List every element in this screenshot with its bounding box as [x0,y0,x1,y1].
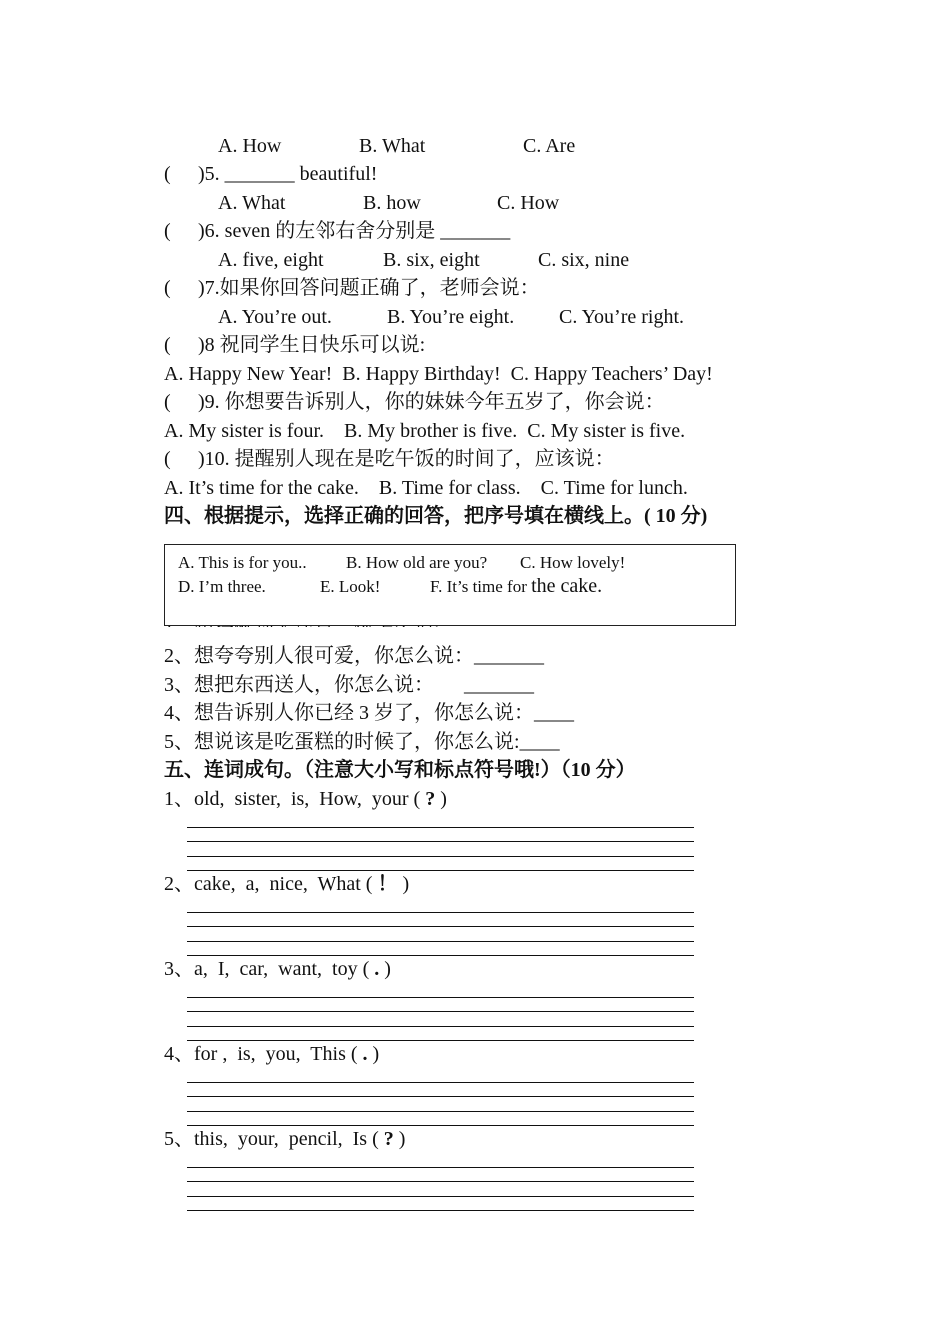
q7-option-b: B. You’re eight. [387,306,515,328]
s5-item-1-words: 1、old, sister, is, How, your ( [164,788,421,810]
box-option-e: E. Look! [320,577,381,596]
s5-item-5-words: 5、this, your, pencil, Is ( [164,1128,379,1150]
q6-text: )6. seven 的左邻右舍分别是 _______ [198,220,511,242]
s5-item-3-words: 3、a, I, car, want, toy ( [164,958,370,980]
s5-item-4-punct: . [357,1043,373,1065]
s5-item-3-writing-line-2[interactable] [187,1011,694,1012]
q7-question [164,275,540,301]
s4-item-2-text: 2、想夸夸别人很可爱，你怎么说： [164,645,474,667]
q9-text: )9. 你想要告诉别人，你的妹妹今年五岁了，你会说： [198,391,665,413]
s5-item-1-close: ) [440,788,447,810]
q7-option-a: A. You’re out. [218,306,332,328]
box-option-b: B. How old are you? [346,553,488,572]
s5-item-4-writing-line-2[interactable] [187,1096,694,1097]
q10-text: )10. 提醒别人现在是吃午饭的时间了，应该说： [198,448,615,470]
s5-item-5-writing-line-3[interactable] [187,1196,694,1197]
s4-item-4-blank[interactable]: ____ [534,702,574,724]
q8-answer-paren[interactable]: ( [164,334,171,356]
s5-item-5-writing-line-2[interactable] [187,1181,694,1182]
s4-item-5-blank[interactable]: ____ [519,731,560,753]
s5-item-2 [164,871,409,897]
q7-answer-paren[interactable]: ( [164,277,171,299]
box-option-f-tail: the cake. [531,575,603,597]
q7-option-c: C. You’re right. [559,306,685,328]
s5-item-5 [164,1126,405,1152]
s4-item-3-blank[interactable]: _______ [464,674,534,696]
s4-item-2-blank[interactable]: _______ [474,645,544,667]
q8-text: )8 祝同学生日快乐可以说: [198,334,426,356]
s5-item-5-writing-line-1[interactable] [187,1167,694,1168]
s5-item-2-close: ) [402,873,410,895]
q10-question [164,446,615,472]
q5-text: )5. _______ beautiful! [198,163,378,185]
s4-item-3 [164,672,534,698]
s5-item-2-words: 2、cake, a, nice, What ( [164,873,373,895]
q8-question [164,332,425,358]
q6-question [164,218,510,244]
s5-item-4-writing-line-1[interactable] [187,1082,694,1083]
s5-item-3-punct: . [369,958,385,980]
s5-item-4-writing-line-3[interactable] [187,1111,694,1112]
s5-item-5-writing-line-4[interactable] [187,1210,694,1211]
q9-options: A. My sister is four. B. My brother is five. C. My sister is five. [164,420,686,442]
q5-option-a: A. What [218,192,286,214]
q6-option-c: C. six, nine [538,249,630,271]
s5-item-4 [164,1041,379,1067]
box-option-f-text: F. It’s time for [430,577,532,596]
box-option-d: D. I’m three. [178,577,266,596]
section4-heading: 四、根据提示，选择正确的回答，把序号填在横线上。( 10 分) [164,505,708,527]
q9-answer-paren[interactable]: ( [164,391,171,413]
q5-answer-paren[interactable]: ( [164,163,171,185]
q4-option-b: B. What [359,135,426,157]
s5-item-1-writing-line-3[interactable] [187,856,694,857]
s5-item-3-close: ) [384,958,391,980]
q5-option-b: B. how [363,192,421,214]
s5-item-1 [164,786,447,812]
s5-item-2-writing-line-2[interactable] [187,926,694,927]
box-option-f [430,575,602,598]
s5-item-5-close: ) [398,1128,406,1150]
s4-item-5 [164,729,560,755]
s4-item-5-text: 5、想说该是吃蛋糕的时候了，你怎么说: [164,731,520,753]
q8-options: A. Happy New Year! B. Happy Birthday! C. Happy Teachers’ Day! [164,363,713,385]
q4-option-c: C. Are [523,135,576,157]
q4-option-a: A. How [218,135,282,157]
s5-item-3-writing-line-1[interactable] [187,997,694,998]
s5-item-1-writing-line-1[interactable] [187,827,694,828]
s5-item-4-words: 4、for , is, you, This ( [164,1043,358,1065]
s4-item-3-text: 3、想把东西送人，你怎么说： [164,674,434,696]
q6-answer-paren[interactable]: ( [164,220,171,242]
q7-text: )7.如果你回答问题正确了，老师会说： [198,277,540,299]
s5-item-1-punct: ? [420,788,441,810]
q9-question [164,389,665,415]
s5-item-3-writing-line-3[interactable] [187,1026,694,1027]
s5-item-1-writing-line-2[interactable] [187,841,694,842]
box-overlap-mask [164,627,584,640]
s4-item-4-text: 4、想告诉别人你已经 3 岁了，你怎么说： [164,702,534,724]
s4-item-2 [164,643,544,669]
q6-option-b: B. six, eight [383,249,480,271]
box-option-c: C. How lovely! [520,553,626,572]
s5-item-2-writing-line-3[interactable] [187,941,694,942]
q10-answer-paren[interactable]: ( [164,448,171,470]
q5-question [164,161,377,187]
s5-item-3 [164,956,391,982]
answer-options-box [164,544,736,626]
s4-item-4 [164,700,574,726]
s5-item-4-close: ) [372,1043,380,1065]
box-option-a: A. This is for you.. [178,553,307,572]
q10-options: A. It’s time for the cake. B. Time for class. C. Time for lunch. [164,477,688,499]
q6-option-a: A. five, eight [218,249,324,271]
q5-option-c: C. How [497,192,560,214]
section5-heading: 五、连词成句。（注意大小写和标点符号哦!）（10 分） [164,759,636,781]
s5-item-2-punct: ！ [372,873,403,895]
s5-item-2-writing-line-1[interactable] [187,912,694,913]
s5-item-5-punct: ? [378,1128,399,1150]
